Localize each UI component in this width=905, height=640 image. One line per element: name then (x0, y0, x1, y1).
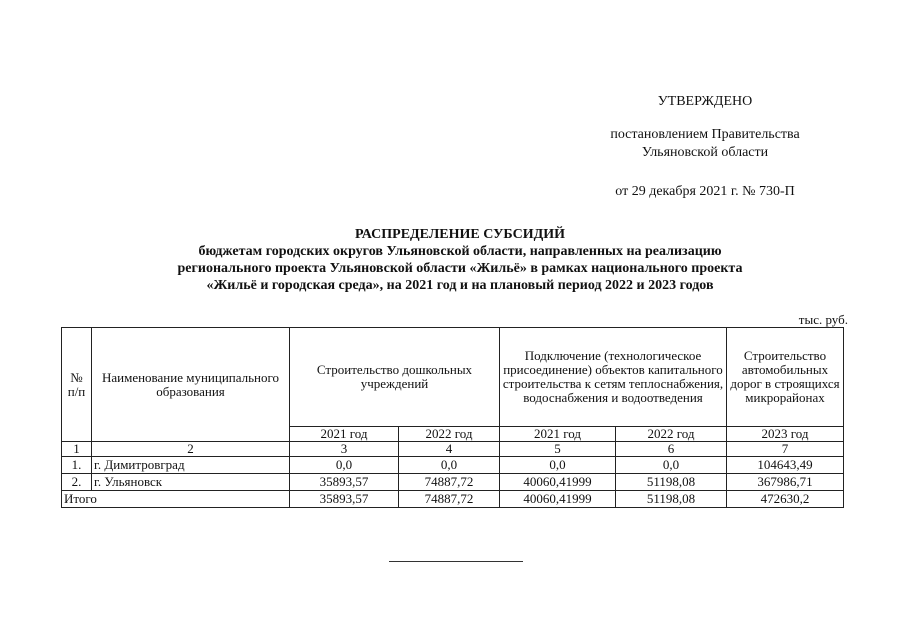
col-number: 3 (290, 442, 399, 457)
unit-label: тыс. руб. (798, 312, 848, 327)
total-value: 472630,2 (727, 491, 844, 508)
row-value: 40060,41999 (500, 474, 616, 491)
bottom-divider (389, 561, 523, 562)
row-num: 1. (62, 457, 92, 474)
header-roads: Строительство автомобильных дорог в строящихся микрорайонах (727, 328, 844, 427)
approval-line2: Ульяновской области (641, 145, 769, 160)
row-value: 51198,08 (616, 474, 727, 491)
total-value: 35893,57 (290, 491, 399, 508)
col-number: 1 (62, 442, 92, 457)
row-name: г. Димитровград (92, 457, 290, 474)
document-title: РАСПРЕДЕЛЕНИЕ СУБСИДИЙ (354, 227, 565, 242)
row-value: 367986,71 (727, 474, 844, 491)
row-value: 74887,72 (399, 474, 500, 491)
col-number: 7 (727, 442, 844, 457)
subsidy-table (61, 327, 844, 508)
approval-date: от 29 декабря 2021 г. № 730-П (615, 184, 795, 199)
total-value: 40060,41999 (500, 491, 616, 508)
total-value: 51198,08 (616, 491, 727, 508)
table-row (62, 474, 844, 491)
col-number: 2 (92, 442, 290, 457)
approval-line1: постановлением Правительства (610, 127, 800, 142)
header-year-2022-connection: 2022 год (616, 427, 727, 442)
total-label: Итого (62, 491, 290, 508)
row-name: г. Ульяновск (92, 474, 290, 491)
header-year-2021-preschool: 2021 год (290, 427, 399, 442)
row-value: 0,0 (290, 457, 399, 474)
table-row (62, 457, 844, 474)
header-row (62, 328, 844, 427)
row-num: 2. (62, 474, 92, 491)
header-preschool: Строительство дошкольных учреждений (290, 328, 500, 427)
col-number: 5 (500, 442, 616, 457)
document-subtitle-line3: «Жильё и городская среда», на 2021 год и на плановый период 2022 и 2023 годов (206, 278, 714, 293)
row-value: 0,0 (616, 457, 727, 474)
row-value: 35893,57 (290, 474, 399, 491)
column-number-row (62, 442, 844, 457)
header-year-2021-connection: 2021 год (500, 427, 616, 442)
row-value: 0,0 (500, 457, 616, 474)
col-number: 6 (616, 442, 727, 457)
header-year-2022-preschool: 2022 год (399, 427, 500, 442)
header-connection: Подключение (технологическое присоединение) объектов капитального строительства к сетям теплоснабжения, водоснабжения и водоотведения (500, 328, 727, 427)
header-year-2023-roads: 2023 год (727, 427, 844, 442)
document-subtitle-line2: регионального проекта Ульяновской области «Жильё» в рамках национального проекта (177, 261, 743, 276)
total-row (62, 491, 844, 508)
row-value: 0,0 (399, 457, 500, 474)
approval-approved: УТВЕРЖДЕНО (657, 94, 753, 109)
total-value: 74887,72 (399, 491, 500, 508)
col-number: 4 (399, 442, 500, 457)
row-value: 104643,49 (727, 457, 844, 474)
document-subtitle-line1: бюджетам городских округов Ульяновской области, направленных на реализацию (198, 244, 722, 259)
header-name: Наименование муниципального образования (92, 328, 290, 442)
header-num: № п/п (62, 328, 92, 442)
